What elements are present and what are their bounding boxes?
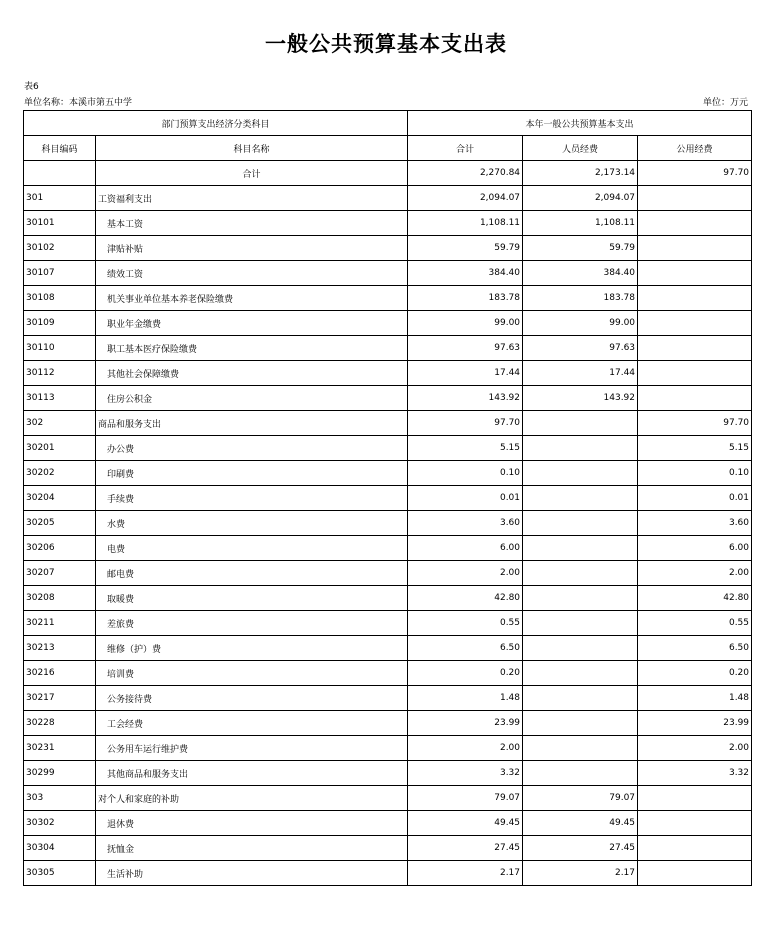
header-row-columns [24,136,752,161]
unit-label: 单位：万元 [702,98,748,108]
row-total: 6.00 [408,536,523,561]
row-total: 6.50 [408,636,523,661]
table-row [24,511,752,536]
total-total: 2,270.84 [408,161,523,186]
row-name: 维修（护）费 [96,636,408,661]
row-personnel: 59.79 [523,236,638,261]
header-code: 科目编码 [24,136,96,161]
row-personnel [523,561,638,586]
row-personnel [523,461,638,486]
table-row [24,336,752,361]
table-row [24,286,752,311]
table-row [24,261,752,286]
row-code: 30299 [24,761,96,786]
table-row [24,661,752,686]
row-public [638,786,752,811]
row-name: 公务用车运行维护费 [96,736,408,761]
table-row [24,611,752,636]
row-personnel [523,686,638,711]
row-personnel [523,511,638,536]
row-public: 6.00 [638,536,752,561]
row-personnel: 183.78 [523,286,638,311]
row-code: 30204 [24,486,96,511]
row-total: 0.20 [408,661,523,686]
row-public [638,186,752,211]
row-personnel: 79.07 [523,786,638,811]
table-row [24,786,752,811]
row-total: 2.17 [408,861,523,886]
table-row [24,836,752,861]
row-code: 30108 [24,286,96,311]
total-public: 97.70 [638,161,752,186]
row-total: 97.70 [408,411,523,436]
row-personnel: 97.63 [523,336,638,361]
row-name: 印刷费 [96,461,408,486]
table-row [24,461,752,486]
table-number: 表6 [24,82,39,92]
table-row [24,636,752,661]
row-total: 27.45 [408,836,523,861]
row-public: 3.60 [638,511,752,536]
row-public [638,811,752,836]
table-row [24,736,752,761]
row-personnel [523,711,638,736]
row-code: 30110 [24,336,96,361]
row-total: 99.00 [408,311,523,336]
row-name: 津贴补贴 [96,236,408,261]
total-row [24,161,752,186]
table-row [24,711,752,736]
row-public: 2.00 [638,561,752,586]
row-personnel [523,761,638,786]
row-personnel [523,636,638,661]
row-personnel: 49.45 [523,811,638,836]
row-name: 培训费 [96,661,408,686]
row-personnel [523,586,638,611]
row-total: 0.55 [408,611,523,636]
row-code: 301 [24,186,96,211]
row-public [638,286,752,311]
row-public [638,311,752,336]
row-code: 30231 [24,736,96,761]
row-name: 其他社会保障缴费 [96,361,408,386]
row-total: 79.07 [408,786,523,811]
row-total: 97.63 [408,336,523,361]
row-total: 0.01 [408,486,523,511]
row-personnel [523,411,638,436]
row-code: 30213 [24,636,96,661]
row-name: 工会经费 [96,711,408,736]
row-personnel [523,536,638,561]
row-name: 其他商品和服务支出 [96,761,408,786]
row-public: 6.50 [638,636,752,661]
row-code: 30107 [24,261,96,286]
row-code: 30302 [24,811,96,836]
table-row [24,411,752,436]
row-name: 基本工资 [96,211,408,236]
row-name: 绩效工资 [96,261,408,286]
row-total: 2.00 [408,736,523,761]
row-code: 30109 [24,311,96,336]
row-name: 电费 [96,536,408,561]
table-row [24,686,752,711]
row-name: 公务接待费 [96,686,408,711]
row-name: 抚恤金 [96,836,408,861]
row-public [638,861,752,886]
row-name: 邮电费 [96,561,408,586]
row-public: 3.32 [638,761,752,786]
row-public [638,386,752,411]
row-personnel: 99.00 [523,311,638,336]
row-public: 0.20 [638,661,752,686]
row-personnel: 2,094.07 [523,186,638,211]
row-public: 97.70 [638,411,752,436]
table-row [24,236,752,261]
table-row [24,311,752,336]
row-personnel [523,661,638,686]
row-name: 取暖费 [96,586,408,611]
row-name: 生活补助 [96,861,408,886]
row-code: 302 [24,411,96,436]
row-personnel: 27.45 [523,836,638,861]
row-name: 水费 [96,511,408,536]
row-code: 30217 [24,686,96,711]
header-row-group [24,111,752,136]
row-total: 17.44 [408,361,523,386]
table-row [24,361,752,386]
row-code: 30305 [24,861,96,886]
table-row [24,811,752,836]
row-personnel [523,611,638,636]
unit-name-label: 单位名称：本溪市第五中学 [24,98,133,108]
row-code: 30102 [24,236,96,261]
row-name: 差旅费 [96,611,408,636]
row-code: 30211 [24,611,96,636]
row-total: 183.78 [408,286,523,311]
row-public: 42.80 [638,586,752,611]
row-name: 工资福利支出 [96,186,408,211]
row-total: 3.32 [408,761,523,786]
row-public [638,336,752,361]
row-code: 30228 [24,711,96,736]
row-public: 1.48 [638,686,752,711]
row-name: 机关事业单位基本养老保险缴费 [96,286,408,311]
row-personnel: 2.17 [523,861,638,886]
row-personnel: 384.40 [523,261,638,286]
table-row [24,861,752,886]
row-name: 退休费 [96,811,408,836]
row-code: 30208 [24,586,96,611]
row-public [638,236,752,261]
row-total: 384.40 [408,261,523,286]
row-total: 1,108.11 [408,211,523,236]
table-row [24,561,752,586]
row-public [638,261,752,286]
row-total: 3.60 [408,511,523,536]
row-code: 30206 [24,536,96,561]
total-name: 合计 [96,161,408,186]
header-public: 公用经费 [638,136,752,161]
row-personnel [523,486,638,511]
table-row [24,186,752,211]
row-code: 30304 [24,836,96,861]
row-name: 住房公积金 [96,386,408,411]
row-public: 0.10 [638,461,752,486]
row-name: 手续费 [96,486,408,511]
row-personnel [523,736,638,761]
total-code [24,161,96,186]
total-personnel: 2,173.14 [523,161,638,186]
row-total: 59.79 [408,236,523,261]
header-name: 科目名称 [96,136,408,161]
row-total: 0.10 [408,461,523,486]
row-total: 5.15 [408,436,523,461]
row-total: 49.45 [408,811,523,836]
row-personnel: 17.44 [523,361,638,386]
row-code: 30202 [24,461,96,486]
row-code: 30112 [24,361,96,386]
row-total: 2.00 [408,561,523,586]
row-personnel [523,436,638,461]
row-public: 5.15 [638,436,752,461]
header-personnel: 人员经费 [523,136,638,161]
row-public [638,211,752,236]
row-personnel: 1,108.11 [523,211,638,236]
row-public [638,361,752,386]
table-row [24,386,752,411]
row-public: 0.01 [638,486,752,511]
row-name: 职工基本医疗保险缴费 [96,336,408,361]
row-total: 143.92 [408,386,523,411]
header-group-left: 部门预算支出经济分类科目 [24,111,408,136]
row-public: 2.00 [638,736,752,761]
row-code: 303 [24,786,96,811]
row-name: 办公费 [96,436,408,461]
table-row [24,586,752,611]
table-row [24,761,752,786]
row-name: 商品和服务支出 [96,411,408,436]
row-code: 30207 [24,561,96,586]
row-name: 对个人和家庭的补助 [96,786,408,811]
table-row [24,536,752,561]
row-public: 0.55 [638,611,752,636]
row-public [638,836,752,861]
row-total: 2,094.07 [408,186,523,211]
row-public: 23.99 [638,711,752,736]
page-title: 一般公共预算基本支出表 [265,31,507,56]
row-name: 职业年金缴费 [96,311,408,336]
row-total: 42.80 [408,586,523,611]
row-code: 30216 [24,661,96,686]
table-row [24,211,752,236]
row-code: 30113 [24,386,96,411]
header-total: 合计 [408,136,523,161]
header-group-right: 本年一般公共预算基本支出 [408,111,752,136]
budget-table [23,110,752,886]
row-total: 23.99 [408,711,523,736]
row-code: 30205 [24,511,96,536]
row-code: 30201 [24,436,96,461]
table-row [24,436,752,461]
row-code: 30101 [24,211,96,236]
row-total: 1.48 [408,686,523,711]
row-personnel: 143.92 [523,386,638,411]
table-row [24,486,752,511]
